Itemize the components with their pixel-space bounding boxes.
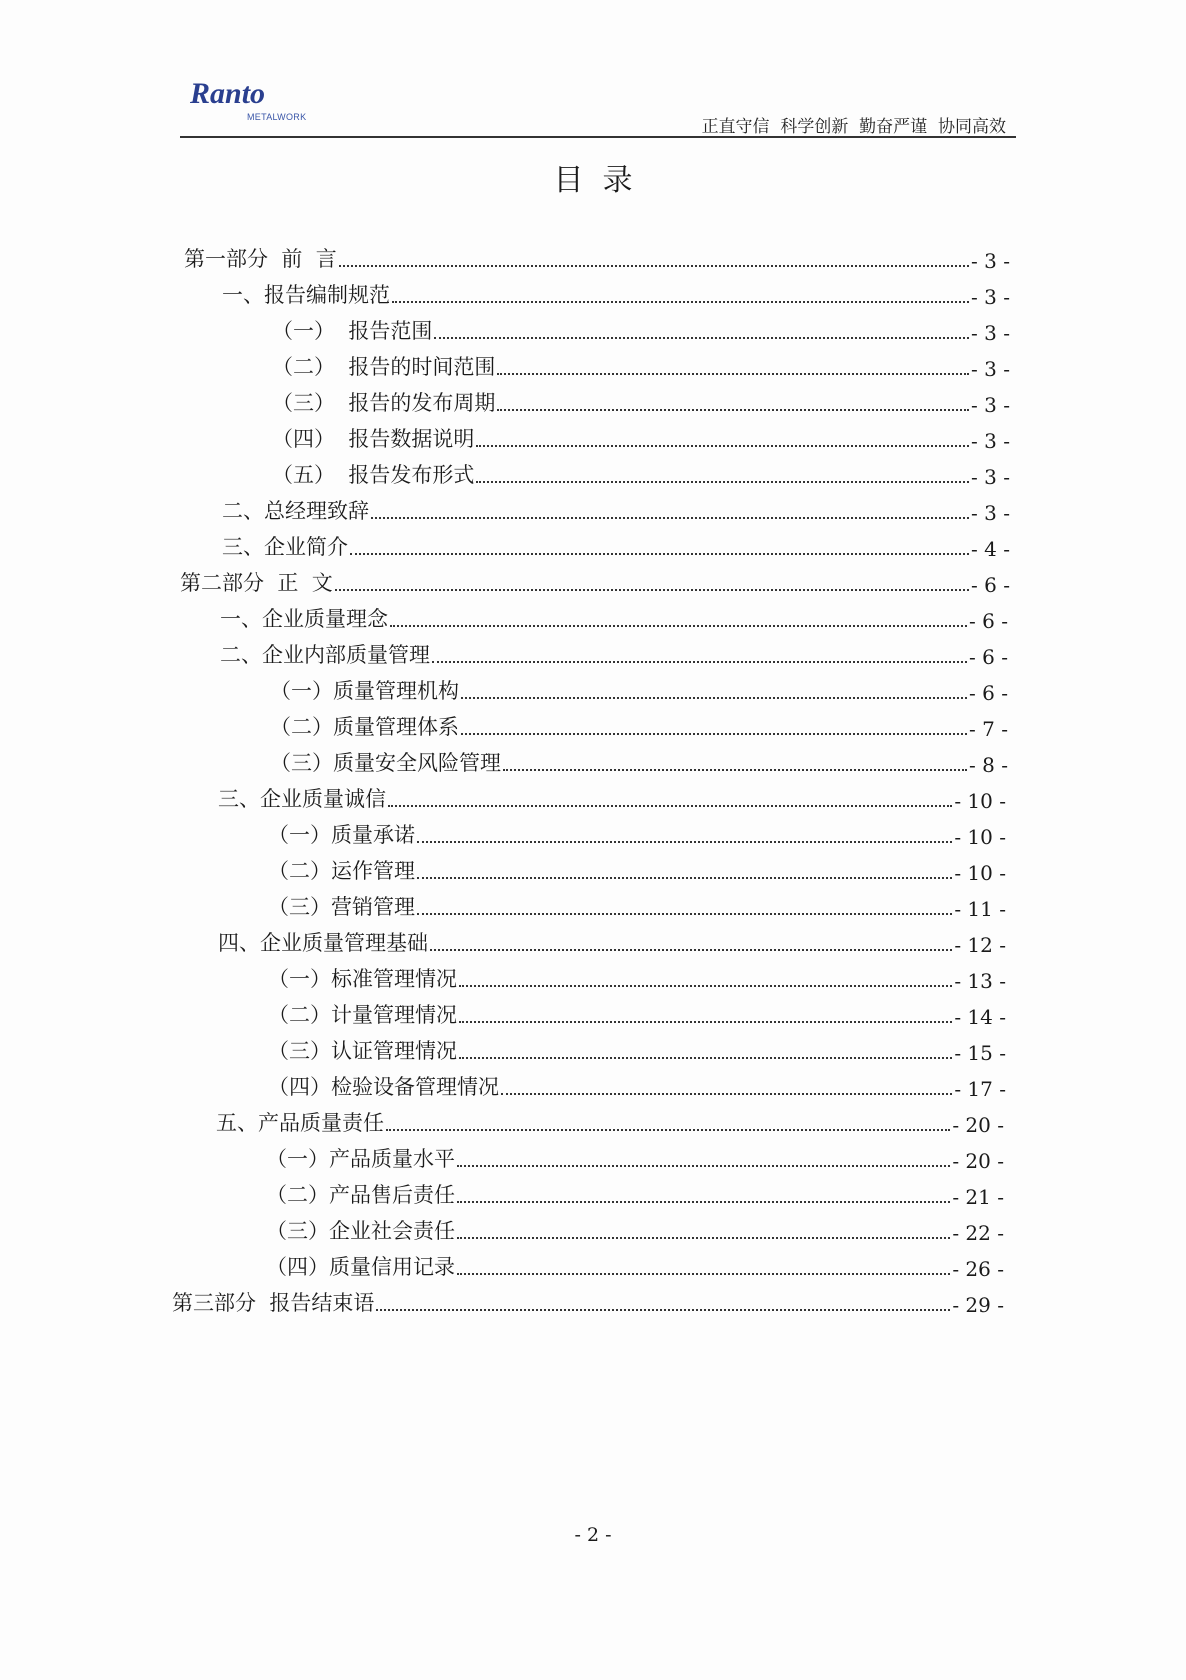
toc-entry-label: （一）产品质量水平 (266, 1147, 455, 1171)
toc-entry[interactable] (184, 237, 1010, 273)
toc-leader-dots (390, 624, 967, 627)
toc-entry-page: - 3 - (971, 321, 1010, 345)
toc-entry-label: （一）标准管理情况 (268, 967, 457, 991)
toc-leader-dots (476, 480, 969, 483)
toc-entry-label: 二、总经理致辞 (222, 499, 369, 523)
toc-leader-dots (461, 732, 967, 735)
toc-entry-page: - 20 - (952, 1149, 1004, 1173)
toc-entry-page: - 12 - (954, 933, 1006, 957)
toc-entry[interactable] (222, 489, 1010, 525)
toc-entry[interactable] (216, 1101, 1004, 1137)
toc-entry-label: 第二部分 正 文 (180, 571, 333, 595)
toc-leader-dots (388, 804, 952, 807)
toc-entry-label: 一、企业质量理念 (220, 607, 388, 631)
toc-entry[interactable] (218, 777, 1006, 813)
toc-leader-dots (335, 588, 969, 591)
toc-entry-label: （三） 报告的发布周期 (272, 391, 496, 415)
toc-entry[interactable] (272, 381, 1010, 417)
toc-entry[interactable] (270, 705, 1008, 741)
company-logo (190, 78, 306, 122)
toc-entry-page: - 6 - (969, 681, 1008, 705)
toc-title: 目 录 (553, 163, 633, 198)
toc-entry-page: - 3 - (971, 465, 1010, 489)
toc-entry-label: （二）计量管理情况 (268, 1003, 457, 1027)
toc-entry-page: - 26 - (952, 1257, 1004, 1281)
toc-entry-label: （二）运作管理 (268, 859, 415, 883)
toc-entry-page: - 3 - (971, 357, 1010, 381)
toc-entry-page: - 20 - (952, 1113, 1004, 1137)
toc-leader-dots (459, 1056, 952, 1059)
toc-entry-label: （三）认证管理情况 (268, 1039, 457, 1063)
toc-leader-dots (501, 1092, 952, 1095)
toc-leader-dots (457, 1164, 950, 1167)
toc-entry-label: 五、产品质量责任 (216, 1111, 384, 1135)
toc-entry-label: （五） 报告发布形式 (272, 463, 475, 487)
toc-entry[interactable] (268, 885, 1006, 921)
toc-entry-label: 三、企业简介 (222, 535, 348, 559)
toc-entry-page: - 8 - (969, 753, 1008, 777)
toc-entry-page: - 10 - (954, 825, 1006, 849)
toc-leader-dots (417, 876, 952, 879)
toc-entry[interactable] (266, 1173, 1004, 1209)
toc-entry-label: 第三部分 报告结束语 (172, 1291, 375, 1315)
toc-leader-dots (457, 1236, 950, 1239)
toc-entry-label: （四）质量信用记录 (266, 1255, 455, 1279)
toc-entry[interactable] (268, 957, 1006, 993)
toc-entry-label: （三）企业社会责任 (266, 1219, 455, 1243)
toc-entry-page: - 10 - (954, 789, 1006, 813)
toc-entry[interactable] (218, 921, 1006, 957)
toc-entry[interactable] (172, 1281, 1004, 1317)
toc-entry-label: （二）产品售后责任 (266, 1183, 455, 1207)
toc-entry-page: - 7 - (969, 717, 1008, 741)
toc-entry[interactable] (272, 453, 1010, 489)
header-divider (180, 136, 1016, 138)
toc-entry-label: 三、企业质量诚信 (218, 787, 386, 811)
toc-leader-dots (376, 1308, 950, 1311)
toc-leader-dots (457, 1272, 950, 1275)
toc-entry[interactable] (270, 741, 1008, 777)
toc-entry-label: （三）营销管理 (268, 895, 415, 919)
toc-entry[interactable] (272, 309, 1010, 345)
toc-entry-page: - 6 - (969, 609, 1008, 633)
toc-leader-dots (434, 336, 969, 339)
toc-leader-dots (432, 660, 967, 663)
toc-entry-label: 一、报告编制规范 (222, 283, 390, 307)
toc-entry[interactable] (266, 1245, 1004, 1281)
toc-leader-dots (476, 444, 969, 447)
toc-entry[interactable] (272, 345, 1010, 381)
toc-entry-page: - 3 - (971, 501, 1010, 525)
toc-entry-page: - 4 - (971, 537, 1010, 561)
toc-entry[interactable] (222, 525, 1010, 561)
toc-leader-dots (457, 1200, 950, 1203)
toc-entry-page: - 10 - (954, 861, 1006, 885)
toc-entry[interactable] (272, 417, 1010, 453)
toc-entry-label: （二）质量管理体系 (270, 715, 459, 739)
toc-entry[interactable] (268, 813, 1006, 849)
toc-entry-label: （一）质量管理机构 (270, 679, 459, 703)
toc-leader-dots (459, 1020, 952, 1023)
toc-entry-page: - 15 - (954, 1041, 1006, 1065)
toc-leader-dots (459, 984, 952, 987)
toc-entry-page: - 3 - (971, 393, 1010, 417)
toc-leader-dots (350, 552, 969, 555)
toc-leader-dots (417, 840, 952, 843)
toc-entry[interactable] (180, 561, 1010, 597)
toc-entry-label: （三）质量安全风险管理 (270, 751, 501, 775)
toc-entry[interactable] (268, 1029, 1006, 1065)
toc-entry-label: （四）检验设备管理情况 (268, 1075, 499, 1099)
toc-entry[interactable] (220, 633, 1008, 669)
page-number: - 2 - (574, 1524, 612, 1546)
toc-leader-dots (461, 696, 967, 699)
toc-entry[interactable] (268, 849, 1006, 885)
toc-entry[interactable] (270, 669, 1008, 705)
toc-leader-dots (503, 768, 967, 771)
logo-subtext: METALWORK (247, 112, 307, 122)
toc-entry-page: - 3 - (971, 249, 1010, 273)
toc-entry-page: - 6 - (969, 645, 1008, 669)
toc-entry[interactable] (222, 273, 1010, 309)
toc-entry-page: - 14 - (954, 1005, 1006, 1029)
toc-leader-dots (497, 372, 969, 375)
toc-entry-label: （四） 报告数据说明 (272, 427, 475, 451)
toc-entry-label: 四、企业质量管理基础 (218, 931, 428, 955)
toc-entry-label: 二、企业内部质量管理 (220, 643, 430, 667)
toc-leader-dots (371, 516, 969, 519)
toc-entry-page: - 17 - (954, 1077, 1006, 1101)
toc-entry[interactable] (266, 1137, 1004, 1173)
toc-entry[interactable] (266, 1209, 1004, 1245)
toc-entry-page: - 3 - (971, 285, 1010, 309)
toc-leader-dots (392, 300, 969, 303)
toc-entry-page: - 13 - (954, 969, 1006, 993)
toc-entry-label: 第一部分 前 言 (184, 247, 337, 271)
toc-leader-dots (497, 408, 969, 411)
toc-entry-page: - 29 - (952, 1293, 1004, 1317)
toc-entry-label: （二） 报告的时间范围 (272, 355, 496, 379)
toc-leader-dots (430, 948, 952, 951)
toc-leader-dots (386, 1128, 950, 1131)
toc-entry-page: - 21 - (952, 1185, 1004, 1209)
toc-entry-label: （一）质量承诺 (268, 823, 415, 847)
logo-wordmark: Ranto (190, 77, 266, 110)
toc-entry-page: - 3 - (971, 429, 1010, 453)
toc-entry[interactable] (268, 1065, 1006, 1101)
toc-entry[interactable] (268, 993, 1006, 1029)
toc-entry-label: （一） 报告范围 (272, 319, 433, 343)
toc-entry-page: - 11 - (954, 897, 1006, 921)
toc-entry-page: - 22 - (952, 1221, 1004, 1245)
toc-leader-dots (339, 264, 969, 267)
toc-entry-page: - 6 - (971, 573, 1010, 597)
header-motto: 正直守信 科学创新 勤奋严谨 协同高效 (701, 117, 1006, 137)
toc-leader-dots (417, 912, 952, 915)
toc-entry[interactable] (220, 597, 1008, 633)
